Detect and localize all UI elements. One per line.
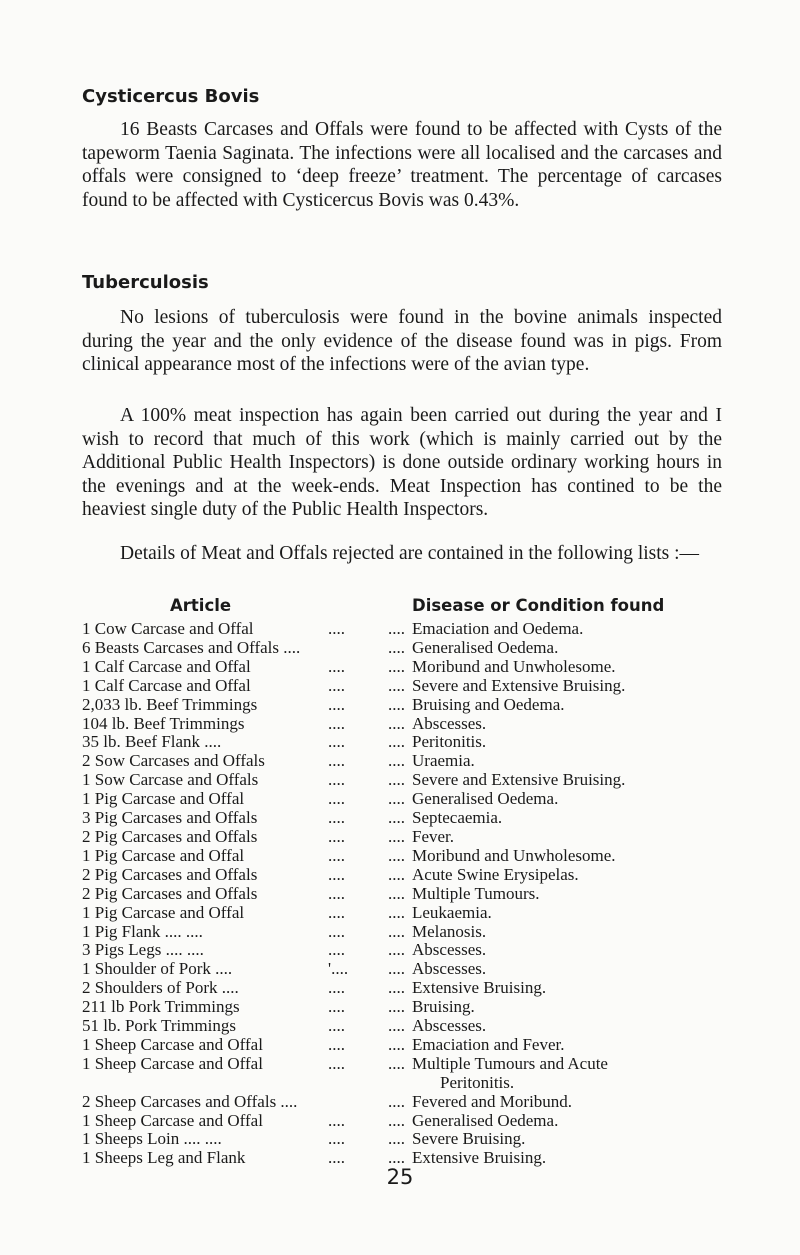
disease-line: Emaciation and Oedema. [412,619,584,638]
disease-cell [412,960,722,979]
article-cell: 3 Pig Carcases and Offals [82,809,258,828]
list-item [82,1112,722,1131]
leader-dots: .... [388,808,405,828]
article-cell: 1 Pig Carcase and Offal [82,846,245,865]
leader-dots: .... [328,713,345,733]
disease-cell [412,1130,722,1149]
list-item [82,1036,722,1055]
disease-cell [412,1017,722,1036]
leader-dots: .... [388,751,405,771]
leader-dots: .... [328,770,345,790]
list-item [82,733,722,752]
article-cell: 2 Sow Carcases and Offals [82,752,265,771]
disease-line: Peritonitis. [412,732,487,752]
leader-dots: .... [388,845,405,865]
leader-dots: .... [388,675,405,695]
list-item [82,771,722,790]
leader-dots: .... [328,619,345,638]
disease-line: Septecaemia. [412,808,503,828]
disease-line: Acute Swine Erysipelas. [412,864,579,884]
leader-dots: .... [328,1110,345,1130]
leader-dots: .... [388,1129,405,1149]
list-item [82,998,722,1017]
disease-line: Severe and Extensive Bruising. [412,770,626,790]
column-header-article: Article [170,596,232,615]
leader-dots: .... [388,997,405,1017]
disease-line: Multiple Tumours and Acute [412,1053,608,1073]
leader-dots: .... [328,883,345,903]
disease-cell [412,696,722,715]
disease-cell [412,979,722,998]
disease-line: Melanosis. [412,921,487,941]
section-heading-tuberculosis: Tuberculosis [82,272,209,293]
leader-dots: .... [328,864,345,884]
list-item [82,696,722,715]
column-header-disease: Disease or Condition found [412,596,665,615]
list-item [82,752,722,771]
leader-dots: .... [388,959,405,979]
leader-dots: .... [388,789,405,809]
leader-dots: .... [388,637,405,657]
disease-cell [412,847,722,866]
disease-line: Abscesses. [412,940,487,960]
leader-dots: .... [388,770,405,790]
disease-cell [412,923,722,942]
leader-dots: .... [388,978,405,998]
leader-dots: .... [388,713,405,733]
list-item [82,809,722,828]
leader-dots: .... [388,902,405,922]
disease-cell [412,885,722,904]
article-cell: 2 Pig Carcases and Offals [82,884,258,903]
list-item [82,866,722,885]
article-cell: 2 Pig Carcases and Offals [82,827,258,846]
disease-line: Fever. [412,826,455,846]
article-cell: 1 Pig Carcase and Offal [82,790,245,809]
article-cell: 1 Sheep Carcase and Offal [82,1035,263,1054]
leader-dots [322,639,388,658]
rejection-list [82,620,722,1168]
leader-dots: .... [328,789,345,809]
article-cell: 1 Sow Carcase and Offals [82,771,259,790]
article-cell: 211 lb Pork Trimmings [82,998,240,1017]
disease-line: Severe and Extensive Bruising. [412,675,626,695]
disease-cell [412,866,722,885]
leader-dots: .... [388,694,405,714]
list-item [82,620,722,639]
leader-dots: .... [388,1148,405,1168]
disease-cell [412,941,722,960]
leader-dots: .... [328,978,345,998]
leader-dots: .... [388,732,405,752]
leader-dots: .... [328,1034,345,1054]
article-cell: 1 Sheep Carcase and Offal [82,1111,263,1130]
disease-cell [412,733,722,752]
disease-cell [412,998,722,1017]
disease-line: Moribund and Unwholesome. [412,656,616,676]
leader-dots: .... [328,694,345,714]
article-cell: 1 Sheeps Leg and Flank [82,1149,246,1168]
list-item [82,658,722,677]
leader-dots: .... [328,675,345,695]
list-item [82,904,722,923]
leader-dots: .... [388,619,405,638]
disease-cell [412,658,722,677]
leader-dots: .... [388,883,405,903]
list-item [82,847,722,866]
disease-line: Uraemia. [412,751,475,771]
leader-dots: .... [388,1034,405,1054]
article-cell: 2 Sheep Carcases and Offals .... [82,1092,298,1111]
disease-line: Extensive Bruising. [412,1148,547,1168]
disease-line: Generalised Oedema. [412,637,559,657]
article-cell: 6 Beasts Carcases and Offals .... [82,638,301,657]
leader-dots: .... [328,1148,345,1168]
disease-line: Generalised Oedema. [412,789,559,809]
disease-cell [412,1093,722,1112]
page-number: 25 [386,1165,414,1189]
list-item [82,885,722,904]
disease-cell [412,790,722,809]
leader-dots: .... [328,1053,345,1073]
disease-line: Severe Bruising. [412,1129,526,1149]
leader-dots: .... [328,808,345,828]
disease-cell [412,1112,722,1131]
disease-line: Abscesses. [412,959,487,979]
article-cell: 1 Calf Carcase and Offal [82,676,251,695]
leader-dots: .... [388,864,405,884]
disease-line: Bruising. [412,997,475,1017]
disease-line: Abscesses. [412,1016,487,1036]
article-cell: 51 lb. Pork Trimmings [82,1017,236,1036]
leader-dots: .... [388,656,405,676]
disease-line: Extensive Bruising. [412,978,547,998]
leader-dots: '.... [328,959,349,979]
disease-cell [412,620,722,639]
article-cell: 2 Pig Carcases and Offals [82,865,258,884]
paragraph-tuberculosis-2: A 100% meat inspection has again been carried out during the year and I wish to record that much of this work (which is mainly carried out by the Additional Public Health Inspectors) is done outside ordinary working hours in the evenings and at the week-ends. Meat Inspection has contined to be the heaviest single duty of the Public Health Inspectors. [82,405,722,520]
leader-dots: .... [328,845,345,865]
disease-cell [412,904,722,923]
disease-line: Abscesses. [412,713,487,733]
paragraph-details: Details of Meat and Offals rejected are contained in the following lists :— [120,543,700,564]
list-item [82,639,722,658]
leader-dots [322,1093,388,1112]
leader-dots: .... [388,826,405,846]
leader-dots: .... [388,1091,405,1111]
disease-cell [412,771,722,790]
disease-line: Moribund and Unwholesome. [412,845,616,865]
leader-dots: .... [328,1016,345,1036]
list-item [82,1055,722,1093]
disease-line: Leukaemia. [412,902,492,922]
article-cell: 1 Pig Carcase and Offal [82,903,245,922]
article-cell: 3 Pigs Legs .... .... [82,941,204,960]
article-cell: 1 Pig Flank .... .... [82,922,203,941]
article-cell: 2,033 lb. Beef Trimmings [82,695,258,714]
article-cell: 1 Sheeps Loin .... .... [82,1130,222,1149]
disease-cell [412,828,722,847]
article-cell: 1 Cow Carcase and Offal [82,620,254,638]
disease-line: Fevered and Moribund. [412,1091,573,1111]
disease-cell [412,752,722,771]
leader-dots: .... [328,902,345,922]
disease-cell [412,1055,722,1093]
leader-dots: .... [328,940,345,960]
list-item [82,923,722,942]
leader-dots: .... [328,732,345,752]
disease-line-continued: Peritonitis. [440,1072,515,1092]
leader-dots: .... [328,997,345,1017]
leader-dots: .... [328,656,345,676]
list-item [82,677,722,696]
leader-dots: .... [328,921,345,941]
paragraph-tuberculosis-1: No lesions of tuberculosis were found in the bovine animals inspected during the year and the only evidence of the disease found was in pigs. From clinical appearance most of the infections were of the avian type. [82,307,722,375]
paragraph-cysticercus: 16 Beasts Carcases and Offals were found to be affected with Cysts of the tapeworm Taenia Saginata. The infections were all localised and the carcases and offals were consigned to ‘deep freeze’ treatment. The percentage of carcases found to be affected with Cysticercus Bovis was 0.43%. [82,119,722,211]
list-item [82,828,722,847]
disease-cell [412,1036,722,1055]
disease-cell [412,715,722,734]
list-item [82,941,722,960]
leader-dots: .... [388,921,405,941]
article-cell: 104 lb. Beef Trimmings [82,714,245,733]
list-item [82,1130,722,1149]
leader-dots: .... [328,1129,345,1149]
leader-dots: .... [328,826,345,846]
disease-line: Multiple Tumours. [412,883,540,903]
leader-dots: .... [388,1110,405,1130]
leader-dots: .... [388,1016,405,1036]
article-cell: 2 Shoulders of Pork .... [82,979,239,998]
disease-line: Bruising and Oedema. [412,694,565,714]
disease-cell [412,677,722,696]
section-heading-cysticercus: Cysticercus Bovis [82,86,260,107]
disease-line: Emaciation and Fever. [412,1034,565,1054]
article-cell: 1 Calf Carcase and Offal [82,657,251,676]
list-item [82,960,722,979]
list-item [82,715,722,734]
list-item [82,790,722,809]
disease-cell [412,639,722,658]
leader-dots: .... [328,751,345,771]
list-item [82,1093,722,1112]
list-item [82,979,722,998]
article-cell: 1 Shoulder of Pork .... [82,960,233,979]
disease-cell [412,809,722,828]
list-item [82,1017,722,1036]
leader-dots: .... [388,1053,405,1073]
disease-line: Generalised Oedema. [412,1110,559,1130]
article-cell: 1 Sheep Carcase and Offal [82,1054,263,1073]
leader-dots: .... [388,940,405,960]
article-cell: 35 lb. Beef Flank .... [82,733,222,752]
